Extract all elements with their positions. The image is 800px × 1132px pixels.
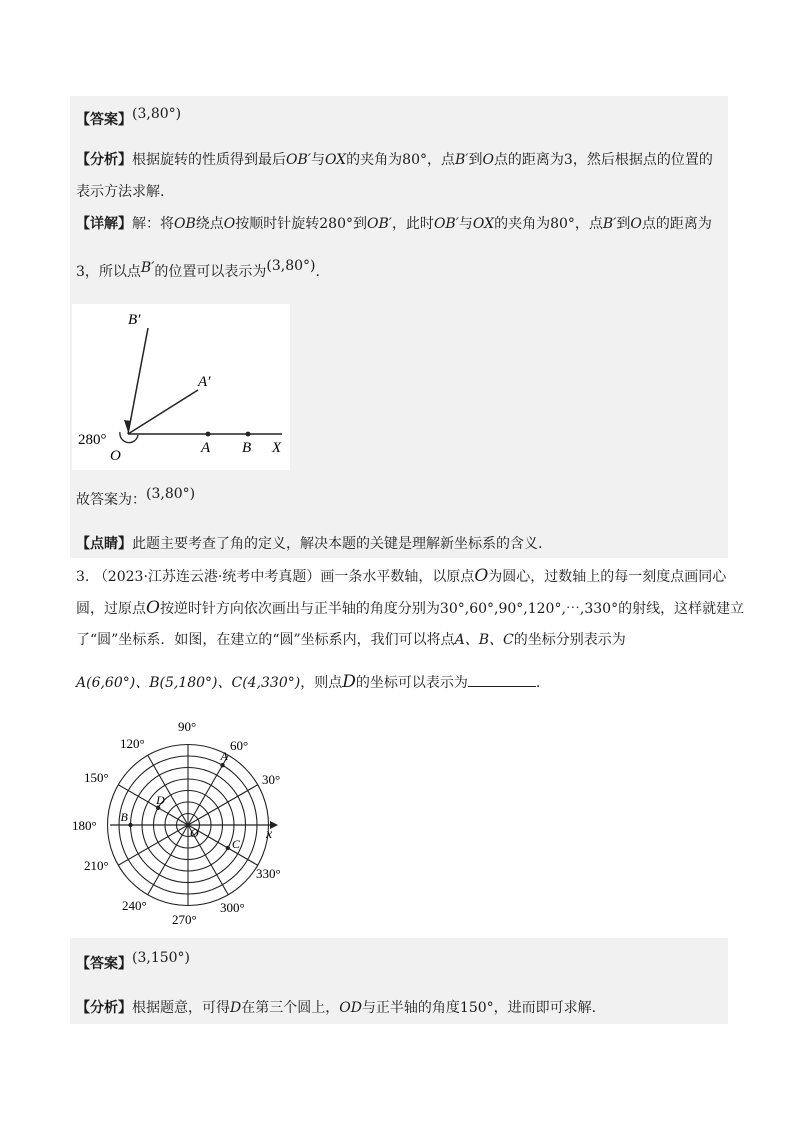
question-text: ，则点 [300, 675, 343, 691]
analysis-line-2 [76, 182, 726, 202]
analysis-line-3 [76, 998, 726, 1018]
analysis-text: 到 [468, 152, 483, 168]
label-300-deg: 300° [220, 900, 245, 915]
point-a [220, 763, 224, 767]
detail-text: . [315, 264, 320, 280]
math-o: O [630, 216, 642, 232]
analysis-text: 表示方法求解. [76, 184, 165, 200]
answer-label: 【答案】 [76, 956, 132, 972]
question-text: 了“圆”坐标系．如图，在建立的“圆”坐标系内，我们可以将点 [76, 632, 455, 648]
math-bp: B′ [602, 216, 617, 232]
math-bp: B′ [454, 152, 469, 168]
question3-line-4 [76, 672, 726, 693]
point-a [206, 432, 211, 437]
question-text: 的坐标可以表示为 [355, 675, 468, 691]
analysis-label: 【分析】 [76, 152, 132, 168]
polar-coordinate-figure [70, 710, 300, 932]
detail-text: ，此时 [391, 216, 434, 232]
question-number: 3. [76, 569, 90, 585]
answer-value: (3,80°) [146, 486, 196, 502]
math-ox: OX [324, 152, 347, 168]
analysis-line-1 [76, 150, 726, 170]
label-point-c: C [231, 837, 240, 851]
label-240-deg: 240° [122, 898, 147, 913]
label-a: A [201, 440, 211, 456]
analysis-text: 在第三个圆上， [241, 1000, 340, 1016]
label-210-deg: 210° [84, 858, 109, 873]
detail-label: 【详解】 [76, 216, 132, 232]
analysis-text: 与正半轴的角度150°，进而即可求解. [361, 1000, 597, 1016]
detail-text: 的夹角为80°，点 [494, 216, 603, 232]
label-330-deg: 330° [256, 866, 281, 881]
rotation-figure [72, 304, 290, 470]
label-o: O [110, 448, 121, 464]
math-coords: A(6,60°)、B(5,180°)、C(4,330°) [76, 675, 301, 691]
answer-value: (3,80°) [266, 258, 316, 274]
math-ox: OX [472, 216, 495, 232]
comment-line [76, 534, 726, 554]
detail-text: 与 [458, 216, 473, 232]
detail-text: 的位置可以表示为 [154, 264, 267, 280]
math-od: OD [339, 1000, 362, 1016]
question-text: 的坐标分别表示为 [513, 632, 626, 648]
label-30-deg: 30° [262, 772, 281, 787]
label-270-deg: 270° [172, 912, 197, 927]
math-o: O [223, 216, 236, 232]
comment-label: 【点睛】 [76, 536, 132, 552]
question-text: . [535, 675, 541, 691]
detail-text: 点的距离为 [641, 216, 712, 232]
label-120-deg: 120° [120, 736, 145, 751]
answer-value: (3,150°) [132, 950, 191, 966]
point-c [226, 846, 230, 850]
detail-text: 到 [616, 216, 631, 232]
answer-blank [468, 672, 536, 687]
math-o: O [482, 152, 494, 168]
analysis-text: 根据题意，可得 [132, 1000, 230, 1016]
detail-text: 绕点 [195, 216, 224, 232]
math-bp: B′ [140, 260, 155, 276]
label-60-deg: 60° [230, 738, 249, 753]
answer-value: (3,80°) [132, 106, 182, 122]
label-point-d: D [156, 792, 165, 807]
detail-line-1 [76, 214, 726, 234]
math-ob: OB [174, 216, 196, 232]
label-b-prime: B′ [128, 312, 141, 328]
question-text: 画一条水平数轴，以原点 [320, 569, 475, 585]
question-text: 为圆心，过数轴上的每一刻度点画同心 [488, 569, 727, 585]
label-180-deg: 180° [72, 818, 97, 833]
analysis-text: 根据旋转的性质得到最后 [132, 152, 286, 168]
answer-line-1 [76, 106, 726, 130]
question-text: 圆，过原点 [76, 601, 146, 617]
conclusion-line [76, 486, 726, 510]
math-obp: OB′ [366, 216, 392, 232]
math-d: D [342, 672, 356, 692]
label-a-prime: A′ [198, 374, 211, 390]
analysis-text: 的夹角为80°，点 [346, 152, 455, 168]
label-150-deg: 150° [84, 770, 109, 785]
point-b [246, 432, 251, 437]
answer-line-2 [76, 950, 726, 974]
label-b: B [242, 440, 252, 456]
label-origin: O [190, 826, 199, 840]
detail-text: 3，所以点 [76, 264, 141, 280]
detail-text: 按顺时针旋转280°到 [235, 216, 367, 232]
conclusion-text: 故答案为： [76, 492, 146, 508]
analysis-label: 【分析】 [76, 1000, 132, 1016]
detail-text: 解：将 [132, 216, 174, 232]
label-point-a: A [220, 749, 228, 764]
math-obp: OB′ [433, 216, 459, 232]
analysis-text: 与 [310, 152, 325, 168]
math-points: A、B、C [454, 632, 514, 648]
label-x-axis: x [266, 827, 273, 842]
point-b [128, 823, 132, 827]
comment-text: 此题主要考查了角的定义，解决本题的关键是理解新坐标系的含义. [132, 536, 543, 552]
math-o: O [146, 598, 160, 618]
question3-line-3 [76, 630, 726, 650]
label-point-b: B [120, 810, 128, 824]
detail-line-2 [76, 258, 726, 282]
analysis-text: 点的距离为3，然后根据点的位置的 [493, 152, 713, 168]
math-ob: OB′ [286, 152, 311, 168]
label-280: 280° [78, 432, 107, 448]
question-text: 按逆时针方向依次画出与正半轴的角度分别为30°,60°,90°,120°,⋯,330°的射线，这样就建立 [159, 601, 745, 617]
question-source: （2023·江苏连云港·统考中考真题） [93, 569, 321, 585]
label-x: X [272, 440, 282, 456]
answer-label: 【答案】 [76, 112, 132, 128]
math-o: O [474, 566, 489, 586]
question3-line-1 [76, 566, 726, 587]
question3-line-2 [76, 598, 745, 619]
math-d: D [230, 1000, 242, 1016]
label-90-deg: 90° [178, 719, 197, 734]
